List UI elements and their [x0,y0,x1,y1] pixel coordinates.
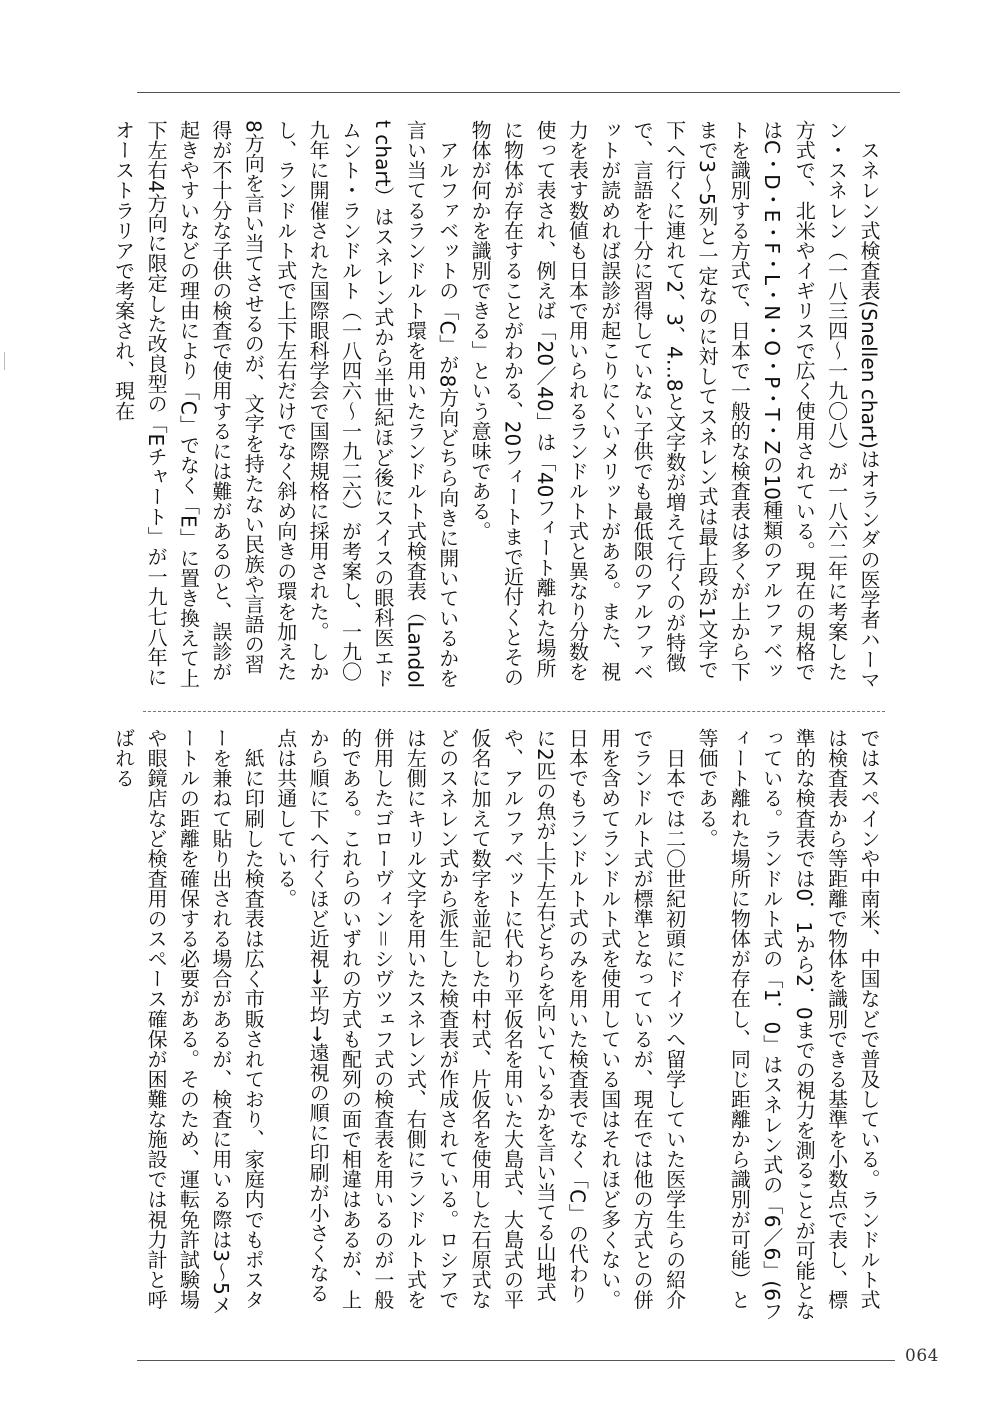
paragraph: 日本では二〇世紀初頭にドイツへ留学していた医学生らの紹介でランドルト式が標準となっているが、現在では他の方式との併用を含めてランドルト式を使用している国はそれほど多くない。日本でもランドルト式のみを用いた検査表でなく「C」の代わりに2匹の魚が上下左右どちらを向いているかを言い当てる山地式や、アルファベットに代わり平仮名を用いた大島式、大島式の平仮名に加えて数字を並記した中村式、片仮名を使用した石原式などのスネレン式から派生した検査表が作成されている。ロシアでは左側にキリル文字を用いたスネレン式、右側にランドルト式を併用したゴローヴィン＝シヴツェフ式の検査表を用いるのが一般的である。これらのいずれの方式も配列の面で相違はあるが、上から順に下へ行くほど近視→平均→遠視の順に印刷が小さくなる点は共通している。 [273,728,687,1310]
paragraph: ではスペインや中南米、中国などで普及している。ランドルト式は検査表から等距離で物体を識別できる基準を小数点で表し、標準的な検査表では0．1から2．0までの視力を測ることが可能となっている。ランドルト式の「1．0」はスネレン式の「6／6」(6フィート離れた場所に物体が存在し、同じ距離から識別が可能）と等価である。 [694,728,881,1322]
lower-text-block [111,728,885,1322]
footer-rule [137,1360,895,1361]
paragraph: 紙に印刷した検査表は広く市販されており、家庭内でもポスターを兼ねて貼り出される場合があるが、検査に用いる際は3〜5メートルの距離を確保する必要がある。そのため、運転免許試験場や眼鏡店など検査用のスペース確保が困難な施設では視力計と呼ばれる [111,728,266,1315]
block-divider [143,711,885,712]
upper-text-block [111,120,885,692]
margin-mark [4,352,5,370]
header-rule [137,92,900,93]
paragraph: スネレン式検査表(Snellen chart)はオランダの医学者ハーマン・スネレン（一八三四〜一九〇八）が一八六二年に考案した方式で、北米やイギリスで広く使用されている。現在の規格ではC・D・E・F・L・N・O・P・T・Zの10種類のアルファベットを識別する方式で、日本で一般的な検査表は多くが上から下まで3〜5列と一定なのに対してスネレン式は最上段が1文字で下へ行くに連れて2、3、4…8と文字数が増えて行くのが特徴で、言語を十分に習得していない子供でも最低限のアルファベットが読めれば誤診が起こりにくいメリットがある。また、視力を表す数値も日本で用いられるランドルト式と異なり分数を使って表され、例えば「20／40」は「40フィート離れた場所に物体が存在することがわかる、20フィートまで近付くとその物体が何かを識別できる」という意味である。 [468,120,881,690]
page-number: 064 [905,1346,939,1366]
paragraph: アルファベットの「C」が8方向どちら向きに開いているかを言い当てるランドルト環を用いたランドルト式検査表（Landolt chart）はスネレン式から半世紀ほど後にスイスの眼科医エドムント・ランドルト（一八四六〜一九二六）が考案し、一九〇九年に開催された国際眼科学会で国際規格に採用された。しかし、ランドルト式で上下左右だけでなく斜め向きの環を加えた8方向を言い当てさせるのが、文字を持たない民族や言語の習得が不十分な子供の検査で使用するには難があるのと、誤診が起きやすいなどの理由により「C」でなく「E」に置き換えて上下左右4方向に限定した改良型の「Eチャート」が一九七八年にオーストラリアで考案され、現在 [111,120,460,689]
